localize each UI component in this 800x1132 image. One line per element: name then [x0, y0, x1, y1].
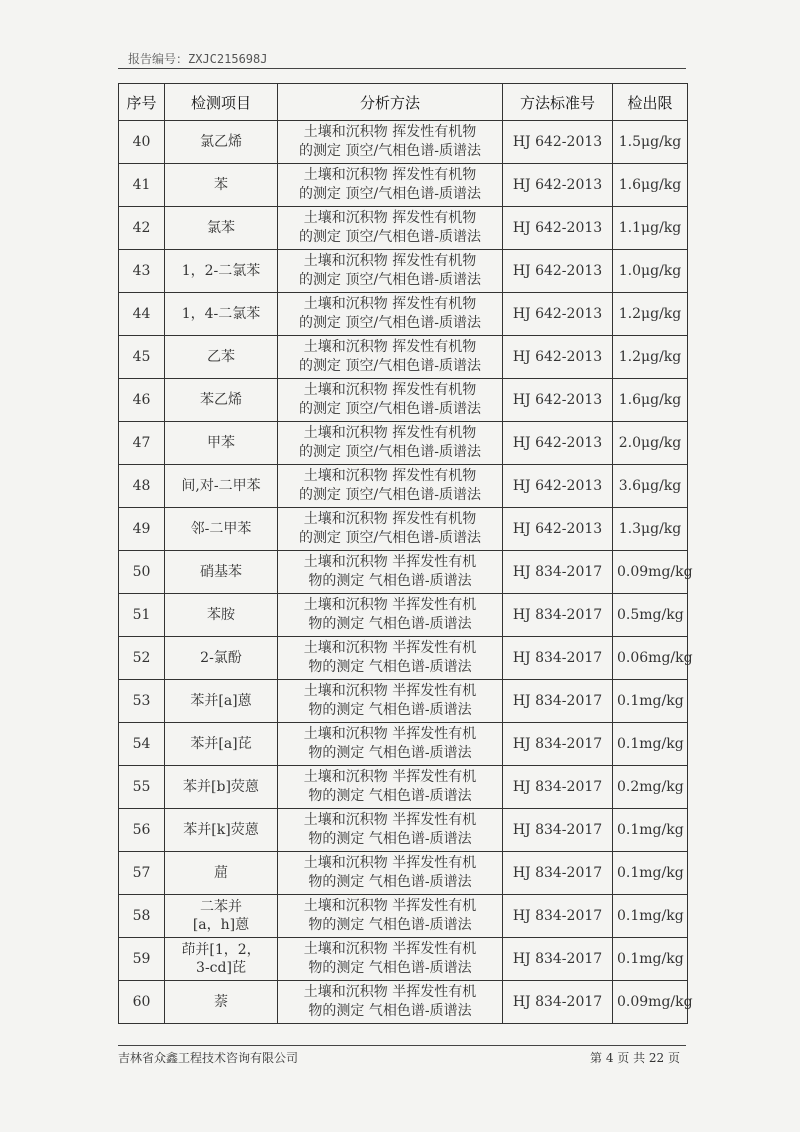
cell-no: 40: [119, 121, 165, 164]
cell-no: 48: [119, 465, 165, 508]
method-line-2: 物的测定 气相色谱-质谱法: [308, 573, 472, 589]
cell-limit: 0.1mg/kg: [613, 809, 688, 852]
method-line-2: 物的测定 气相色谱-质谱法: [308, 788, 472, 804]
cell-standard: HJ 642-2013: [503, 465, 613, 508]
cell-limit: 1.0μg/kg: [613, 250, 688, 293]
cell-no: 43: [119, 250, 165, 293]
cell-no: 45: [119, 336, 165, 379]
method-line-2: 的测定 顶空/气相色谱-质谱法: [299, 401, 481, 417]
cell-standard: HJ 642-2013: [503, 379, 613, 422]
cell-item: 萘: [165, 981, 278, 1024]
method-line-2: 物的测定 气相色谱-质谱法: [308, 831, 472, 847]
cell-item: 苯并[k]荧蒽: [165, 809, 278, 852]
method-line-1: 土壤和沉积物 半挥发性有机: [303, 941, 477, 957]
table-row: [119, 551, 688, 594]
cell-limit: 0.2mg/kg: [613, 766, 688, 809]
company-name: 吉林省众鑫工程技术咨询有限公司: [118, 1051, 299, 1065]
cell-item: 茚并[1，2， 3-cd]芘: [165, 938, 278, 981]
table-row: [119, 938, 688, 981]
cell-limit: 0.5mg/kg: [613, 594, 688, 637]
method-line-1: 土壤和沉积物 挥发性有机物: [303, 511, 477, 527]
cell-item: 2-氯酚: [165, 637, 278, 680]
cell-standard: HJ 834-2017: [503, 895, 613, 938]
table-row: [119, 422, 688, 465]
detection-items-table: [118, 83, 693, 1024]
cell-limit: 1.6μg/kg: [613, 379, 688, 422]
method-line-2: 物的测定 气相色谱-质谱法: [308, 616, 472, 632]
table-row: [119, 508, 688, 551]
method-line-2: 的测定 顶空/气相色谱-质谱法: [299, 530, 481, 546]
cell-no: 57: [119, 852, 165, 895]
cell-method: [278, 422, 503, 465]
cell-limit: 0.1mg/kg: [613, 852, 688, 895]
cell-method: [278, 465, 503, 508]
cell-standard: HJ 834-2017: [503, 766, 613, 809]
table-row: [119, 121, 688, 164]
cell-no: 42: [119, 207, 165, 250]
cell-no: 60: [119, 981, 165, 1024]
cell-standard: HJ 834-2017: [503, 723, 613, 766]
cell-limit: 3.6μg/kg: [613, 465, 688, 508]
cell-no: 58: [119, 895, 165, 938]
cell-method: [278, 164, 503, 207]
method-line-1: 土壤和沉积物 半挥发性有机: [303, 640, 477, 656]
table-row: [119, 637, 688, 680]
method-line-1: 土壤和沉积物 挥发性有机物: [303, 124, 477, 140]
cell-standard: HJ 642-2013: [503, 422, 613, 465]
cell-method: [278, 250, 503, 293]
cell-limit: 0.1mg/kg: [613, 723, 688, 766]
table-row: [119, 336, 688, 379]
footer-rule: [118, 1045, 686, 1046]
cell-method: [278, 637, 503, 680]
cell-method: [278, 551, 503, 594]
cell-method: [278, 594, 503, 637]
cell-method: [278, 379, 503, 422]
column-header-no: 序号: [119, 84, 165, 121]
cell-method: [278, 121, 503, 164]
method-line-1: 土壤和沉积物 挥发性有机物: [303, 468, 477, 484]
cell-item: 甲苯: [165, 422, 278, 465]
method-line-1: 土壤和沉积物 挥发性有机物: [303, 425, 477, 441]
cell-limit: 0.1mg/kg: [613, 895, 688, 938]
method-line-1: 土壤和沉积物 挥发性有机物: [303, 296, 477, 312]
table-row: [119, 379, 688, 422]
cell-item: 䓛: [165, 852, 278, 895]
method-line-1: 土壤和沉积物 半挥发性有机: [303, 683, 477, 699]
method-line-2: 物的测定 气相色谱-质谱法: [308, 874, 472, 890]
method-line-2: 的测定 顶空/气相色谱-质谱法: [299, 143, 481, 159]
cell-limit: 1.2μg/kg: [613, 336, 688, 379]
table-row: [119, 594, 688, 637]
cell-standard: HJ 834-2017: [503, 594, 613, 637]
cell-limit: 1.6μg/kg: [613, 164, 688, 207]
method-line-1: 土壤和沉积物 挥发性有机物: [303, 167, 477, 183]
method-line-1: 土壤和沉积物 挥发性有机物: [303, 210, 477, 226]
method-line-2: 物的测定 气相色谱-质谱法: [308, 745, 472, 761]
cell-method: [278, 809, 503, 852]
table-row: [119, 852, 688, 895]
method-line-1: 土壤和沉积物 半挥发性有机: [303, 597, 477, 613]
cell-item: 乙苯: [165, 336, 278, 379]
cell-method: [278, 508, 503, 551]
cell-limit: 0.09mg/kg: [613, 551, 688, 594]
table-row: [119, 766, 688, 809]
cell-item: 氯苯: [165, 207, 278, 250]
cell-no: 51: [119, 594, 165, 637]
column-header-standard: 方法标准号: [503, 84, 613, 121]
method-line-2: 物的测定 气相色谱-质谱法: [308, 702, 472, 718]
cell-standard: HJ 834-2017: [503, 637, 613, 680]
table-row: [119, 809, 688, 852]
cell-limit: 1.5μg/kg: [613, 121, 688, 164]
method-line-1: 土壤和沉积物 半挥发性有机: [303, 812, 477, 828]
cell-limit: 2.0μg/kg: [613, 422, 688, 465]
method-line-2: 的测定 顶空/气相色谱-质谱法: [299, 186, 481, 202]
method-line-2: 的测定 顶空/气相色谱-质谱法: [299, 272, 481, 288]
cell-standard: HJ 834-2017: [503, 551, 613, 594]
method-line-1: 土壤和沉积物 半挥发性有机: [303, 984, 477, 1000]
cell-limit: 0.06mg/kg: [613, 637, 688, 680]
cell-item: 苯胺: [165, 594, 278, 637]
method-line-2: 的测定 顶空/气相色谱-质谱法: [299, 315, 481, 331]
method-line-1: 土壤和沉积物 半挥发性有机: [303, 769, 477, 785]
cell-no: 44: [119, 293, 165, 336]
method-line-1: 土壤和沉积物 半挥发性有机: [303, 898, 477, 914]
report-number: 报告编号：ZXJC215698J: [128, 52, 268, 66]
method-line-1: 土壤和沉积物 半挥发性有机: [303, 726, 477, 742]
cell-standard: HJ 834-2017: [503, 981, 613, 1024]
cell-standard: HJ 642-2013: [503, 336, 613, 379]
cell-standard: HJ 642-2013: [503, 293, 613, 336]
cell-method: [278, 981, 503, 1024]
cell-no: 49: [119, 508, 165, 551]
cell-method: [278, 293, 503, 336]
cell-standard: HJ 642-2013: [503, 508, 613, 551]
method-line-2: 的测定 顶空/气相色谱-质谱法: [299, 229, 481, 245]
cell-method: [278, 766, 503, 809]
table-row: [119, 981, 688, 1024]
method-line-1: 土壤和沉积物 挥发性有机物: [303, 382, 477, 398]
method-line-2: 物的测定 气相色谱-质谱法: [308, 1003, 472, 1019]
cell-item: 二苯并 [a，h]蒽: [165, 895, 278, 938]
cell-method: [278, 938, 503, 981]
cell-method: [278, 207, 503, 250]
table-row: [119, 164, 688, 207]
cell-item: 苯并[a]蒽: [165, 680, 278, 723]
method-line-1: 土壤和沉积物 挥发性有机物: [303, 339, 477, 355]
cell-standard: HJ 834-2017: [503, 938, 613, 981]
table-row: [119, 895, 688, 938]
cell-limit: 0.1mg/kg: [613, 938, 688, 981]
method-line-2: 物的测定 气相色谱-质谱法: [308, 960, 472, 976]
page-number: 第 4 页 共 22 页: [590, 1051, 680, 1065]
cell-standard: HJ 642-2013: [503, 250, 613, 293]
cell-item: 苯并[a]芘: [165, 723, 278, 766]
cell-limit: 1.1μg/kg: [613, 207, 688, 250]
cell-method: [278, 336, 503, 379]
column-header-item: 检测项目: [165, 84, 278, 121]
cell-limit: 1.3μg/kg: [613, 508, 688, 551]
cell-method: [278, 680, 503, 723]
table-row: [119, 465, 688, 508]
method-line-2: 的测定 顶空/气相色谱-质谱法: [299, 358, 481, 374]
cell-item: 氯乙烯: [165, 121, 278, 164]
cell-item: 邻-二甲苯: [165, 508, 278, 551]
cell-standard: HJ 834-2017: [503, 852, 613, 895]
table-header-row: [119, 84, 688, 121]
cell-no: 59: [119, 938, 165, 981]
cell-no: 41: [119, 164, 165, 207]
cell-item: 硝基苯: [165, 551, 278, 594]
cell-standard: HJ 834-2017: [503, 809, 613, 852]
method-line-2: 的测定 顶空/气相色谱-质谱法: [299, 444, 481, 460]
cell-limit: 0.09mg/kg: [613, 981, 688, 1024]
cell-method: [278, 895, 503, 938]
cell-item: 苯乙烯: [165, 379, 278, 422]
cell-standard: HJ 642-2013: [503, 164, 613, 207]
cell-no: 50: [119, 551, 165, 594]
cell-no: 47: [119, 422, 165, 465]
cell-standard: HJ 642-2013: [503, 207, 613, 250]
cell-item: 1，2-二氯苯: [165, 250, 278, 293]
cell-method: [278, 852, 503, 895]
cell-no: 54: [119, 723, 165, 766]
table-row: [119, 293, 688, 336]
table-row: [119, 207, 688, 250]
cell-limit: 1.2μg/kg: [613, 293, 688, 336]
column-header-method: 分析方法: [278, 84, 503, 121]
method-line-1: 土壤和沉积物 挥发性有机物: [303, 253, 477, 269]
cell-no: 53: [119, 680, 165, 723]
method-line-2: 的测定 顶空/气相色谱-质谱法: [299, 487, 481, 503]
cell-item: 苯: [165, 164, 278, 207]
method-line-1: 土壤和沉积物 半挥发性有机: [303, 554, 477, 570]
cell-no: 56: [119, 809, 165, 852]
cell-standard: HJ 642-2013: [503, 121, 613, 164]
method-line-2: 物的测定 气相色谱-质谱法: [308, 917, 472, 933]
cell-no: 46: [119, 379, 165, 422]
header-rule: [118, 68, 686, 69]
cell-limit: 0.1mg/kg: [613, 680, 688, 723]
table-row: [119, 723, 688, 766]
cell-no: 52: [119, 637, 165, 680]
column-header-limit: 检出限: [613, 84, 688, 121]
cell-item: 1，4-二氯苯: [165, 293, 278, 336]
cell-no: 55: [119, 766, 165, 809]
table-row: [119, 680, 688, 723]
cell-method: [278, 723, 503, 766]
cell-item: 间,对-二甲苯: [165, 465, 278, 508]
table-row: [119, 250, 688, 293]
cell-item: 苯并[b]荧蒽: [165, 766, 278, 809]
method-line-2: 物的测定 气相色谱-质谱法: [308, 659, 472, 675]
method-line-1: 土壤和沉积物 半挥发性有机: [303, 855, 477, 871]
cell-standard: HJ 834-2017: [503, 680, 613, 723]
table-body: [119, 121, 693, 1024]
